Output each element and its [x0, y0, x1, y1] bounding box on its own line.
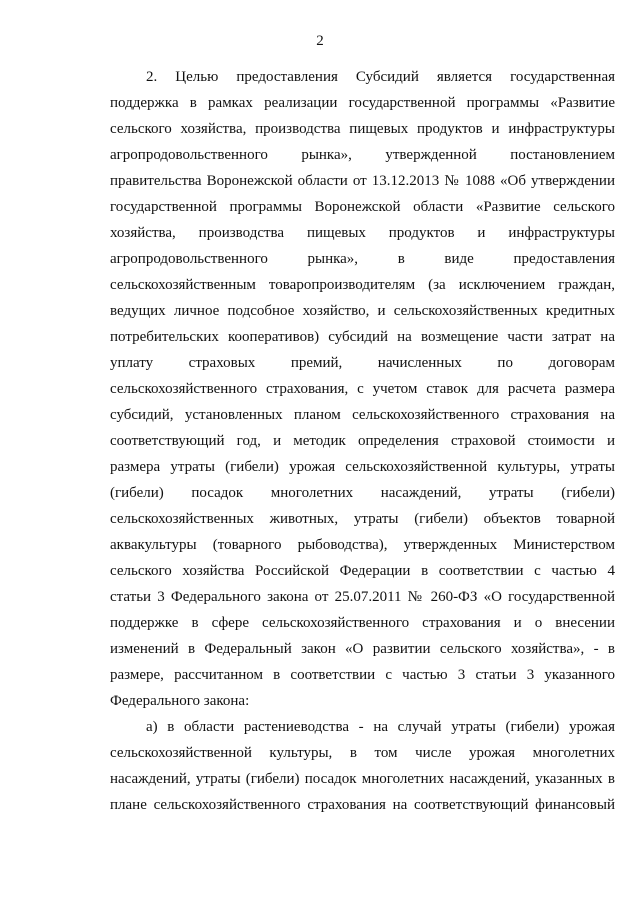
- text-line: сельскохозяйственных животных, утраты (гибели) объектов товарной: [110, 511, 615, 527]
- text-line: агропродовольственного рынка», в виде предоставления: [110, 251, 615, 267]
- text-line: правительства Воронежской области от 13.12.2013 № 1088 «Об утверждении: [110, 173, 615, 189]
- page-number: 2: [316, 33, 324, 49]
- text-line: поддержка в рамках реализации государственной программы «Развитие: [110, 95, 615, 111]
- text-line: статьи 3 Федерального закона от 25.07.2011 № 260-ФЗ «О государственной: [110, 589, 615, 605]
- text-line: сельскохозяйственной культуры, в том числе урожая многолетних: [110, 745, 615, 761]
- text-line: насаждений, утраты (гибели) посадок многолетних насаждений, указанных в: [110, 771, 615, 787]
- text-line: аквакультуры (товарного рыбоводства), утвержденных Министерством: [110, 537, 615, 553]
- text-line: изменений в Федеральный закон «О развитии сельского хозяйства», - в: [110, 641, 615, 657]
- text-line: сельскохозяйственного страхования, с учетом ставок для расчета размера: [110, 381, 615, 397]
- text-line: государственной программы Воронежской области «Развитие сельского: [110, 199, 615, 215]
- text-line: Федерального закона:: [110, 693, 250, 709]
- text-line: потребительских кооперативов) субсидий на возмещение части затрат на: [110, 329, 615, 345]
- text-line: размера утраты (гибели) урожая сельскохозяйственной культуры, утраты: [110, 459, 615, 475]
- text-line: уплату страховых премий, начисленных по договорам: [110, 355, 615, 371]
- text-line: сельского хозяйства, производства пищевых продуктов и инфраструктуры: [110, 121, 615, 137]
- text-line: поддержке в сфере сельскохозяйственного страхования и о внесении: [110, 615, 615, 631]
- text-line: а) в области растениеводства - на случай утраты (гибели) урожая: [146, 719, 615, 735]
- text-line: 2. Целью предоставления Субсидий является государственная: [146, 69, 615, 85]
- text-line: сельскохозяйственным товаропроизводителям (за исключением граждан,: [110, 277, 615, 293]
- text-line: хозяйства, производства пищевых продуктов и инфраструктуры: [110, 225, 615, 241]
- text-line: субсидий, установленных планом сельскохозяйственного страхования на: [110, 407, 615, 423]
- text-line: (гибели) посадок многолетних насаждений, утраты (гибели): [110, 485, 615, 501]
- text-line: размере, рассчитанном в соответствии с частью 3 статьи 3 указанного: [110, 667, 615, 683]
- text-line: соответствующий год, и методик определения страховой стоимости и: [110, 433, 615, 449]
- text-line: ведущих личное подсобное хозяйство, и сельскохозяйственных кредитных: [110, 303, 615, 319]
- text-line: сельского хозяйства Российской Федерации в соответствии с частью 4: [110, 563, 615, 579]
- text-line: агропродовольственного рынка», утвержденной постановлением: [110, 147, 615, 163]
- text-line: плане сельскохозяйственного страхования на соответствующий финансовый: [110, 797, 615, 813]
